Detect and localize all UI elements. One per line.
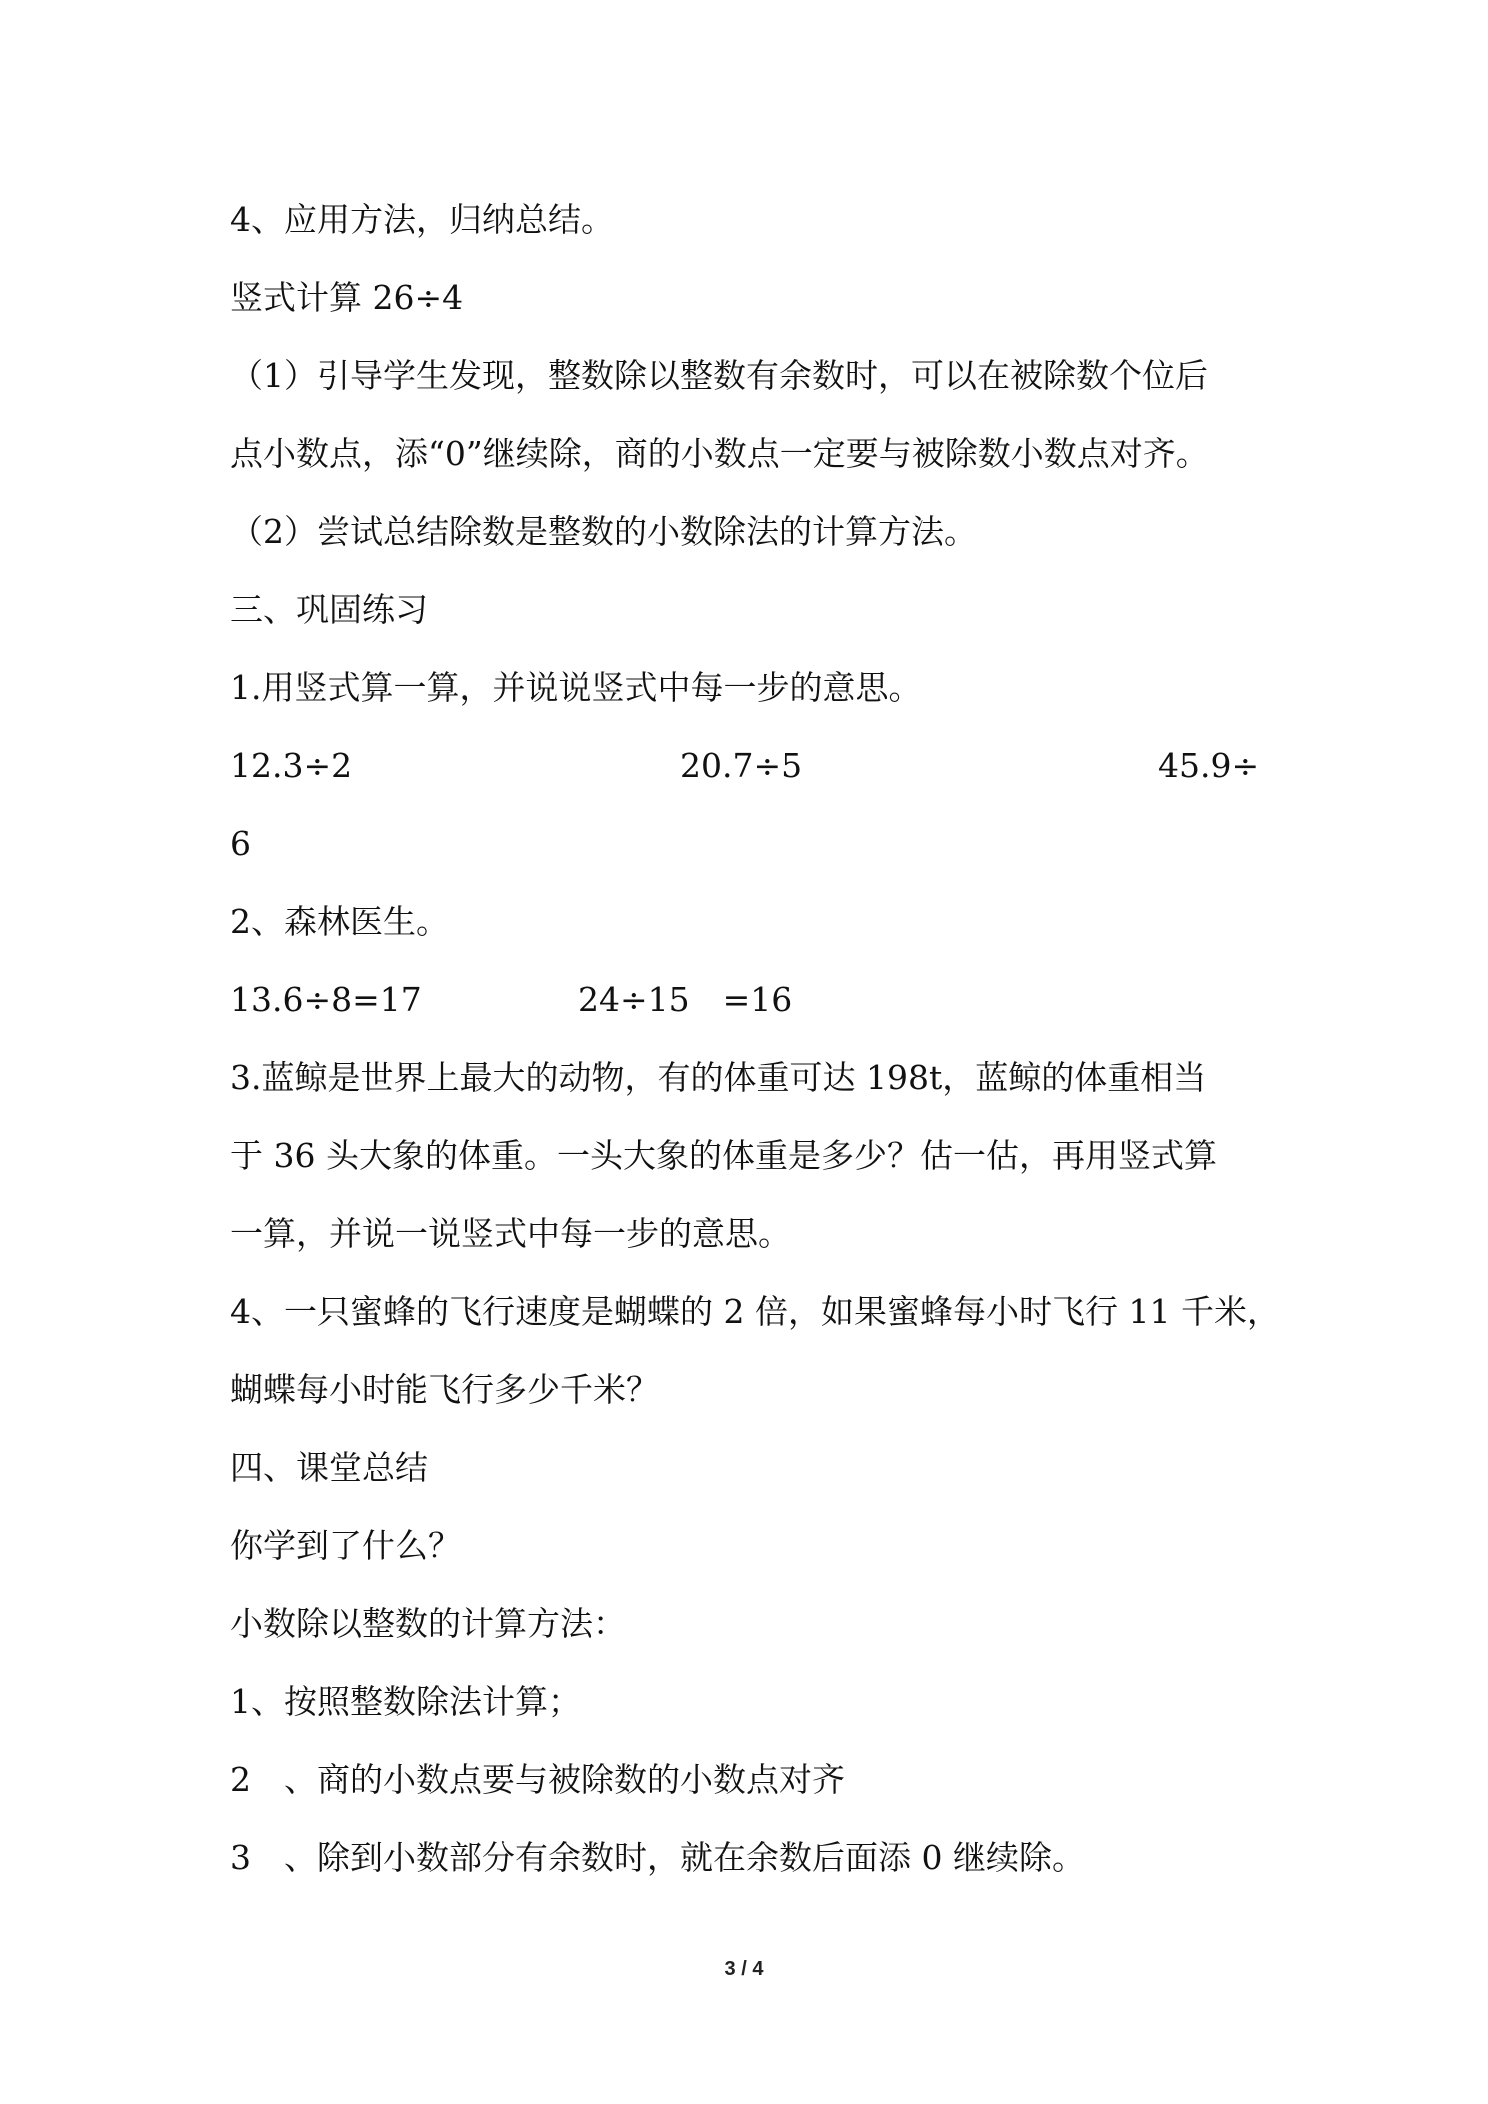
guide-paragraph-line-2: 点小数点，添“0”继续除，商的小数点一定要与被除数小数点对齐。 [230, 434, 1209, 473]
method-step-3: 3 、除到小数部分有余数时，就在余数后面添 0 继续除。 [230, 1838, 1085, 1877]
exercise-1-expr-a: 12.3÷2 [230, 746, 353, 785]
guide-paragraph-line-1: （1）引导学生发现，整数除以整数有余数时，可以在被除数个位后 [230, 356, 1208, 395]
exercise-1-expr-c: 45.9÷ [1158, 746, 1260, 785]
method-step-1: 1、按照整数除法计算； [230, 1682, 581, 1721]
exercise-1-expr-c-wrap: 6 [230, 824, 251, 863]
exercise-3-line-1: 3.蓝鲸是世界上最大的动物，有的体重可达 198t，蓝鲸的体重相当 [230, 1058, 1207, 1097]
doctor-expr-b: 24÷15 =16 [578, 980, 793, 1019]
step-4-heading: 4、应用方法，归纳总结。 [230, 200, 614, 239]
method-title: 小数除以整数的计算方法： [230, 1604, 626, 1643]
exercise-1-prompt: 1.用竖式算一算，并说说竖式中每一步的意思。 [230, 668, 922, 707]
exercise-4-line-2: 蝴蝶每小时能飞行多少千米？ [230, 1370, 659, 1409]
doctor-expr-a: 13.6÷8=17 [230, 980, 422, 1019]
exercise-3-line-2: 于 36 头大象的体重。一头大象的体重是多少？估一估，再用竖式算 [230, 1136, 1217, 1175]
exercise-4-line-1: 4、一只蜜蜂的飞行速度是蝴蝶的 2 倍，如果蜜蜂每小时飞行 11 千米， [230, 1292, 1280, 1331]
exercise-2-heading: 2、森林医生。 [230, 902, 449, 941]
reflection-question: 你学到了什么？ [230, 1526, 461, 1565]
section-3-heading: 三、巩固练习 [230, 590, 428, 629]
section-4-heading: 四、课堂总结 [230, 1448, 428, 1487]
page-number: 3 / 4 [724, 1958, 764, 1980]
exercise-3-line-3: 一算，并说一说竖式中每一步的意思。 [230, 1214, 791, 1253]
method-step-2: 2 、商的小数点要与被除数的小数点对齐 [230, 1760, 845, 1799]
exercise-1-expr-b: 20.7÷5 [680, 746, 803, 785]
summary-attempt: （2）尝试总结除数是整数的小数除法的计算方法。 [230, 512, 977, 551]
vertical-calc-prompt: 竖式计算 26÷4 [230, 278, 464, 317]
